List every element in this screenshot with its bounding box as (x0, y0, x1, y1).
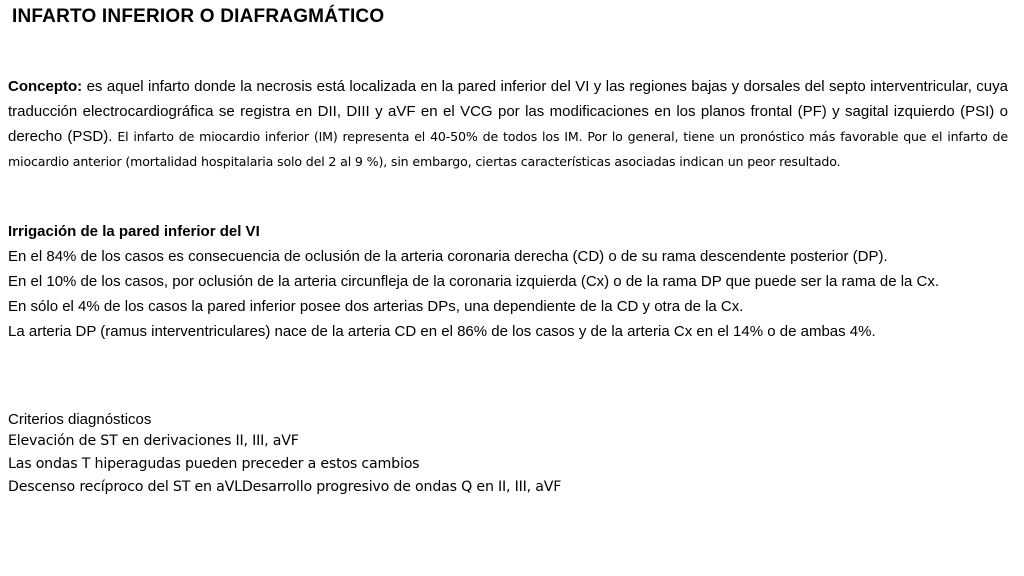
criteria-item: Las ondas T hiperagudas pueden preceder a estos cambios (8, 456, 420, 472)
concept-paragraph (8, 74, 1008, 174)
criteria-item: Elevación de ST en derivaciones II, III, aVF (8, 433, 299, 449)
concept-prognosis: El infarto de miocardio inferior (IM) representa el 40-50% de todos los IM. Por lo general, tiene un pronóstico más favorable que el infarto de miocardio anterior (mortalidad hospitalaria solo del 2 al 9 %), sin embargo, ciertas características asociadas indican un peor resultado. (8, 129, 1008, 169)
irrigation-paragraph: En sólo el 4% de los casos la pared inferior posee dos arterias DPs, una dependiente de la CD y otra de la Cx. (8, 298, 744, 315)
irrigation-paragraph: En el 10% de los casos, por oclusión de la arteria circunfleja de la coronaria izquierda (Cx) o de la rama DP que puede ser la rama de la Cx. (8, 273, 940, 290)
concept-lead: Concepto: (8, 78, 83, 95)
concept-definition: es aquel infarto donde la necrosis está localizada en la pared inferior del VI y las regiones bajas y dorsales del septo interventricular, cuya traducción electrocardiográfica se registra en DII, DIII y aVF en el VCG por las modificaciones en los planos frontal (PF) y sagital izquierdo (PSI) o derecho (PSD). (8, 78, 1008, 145)
irrigation-section (8, 219, 1008, 344)
criteria-item: Descenso recíproco del ST en aVLDesarrollo progresivo de ondas Q en II, III, aVF (8, 479, 562, 495)
irrigation-paragraph: En el 84% de los casos es consecuencia de oclusión de la arteria coronaria derecha (CD) o de su rama descendente posterior (DP). (8, 248, 888, 265)
irrigation-paragraph: La arteria DP (ramus interventriculares) nace de la arteria CD en el 86% de los casos y de la arteria Cx en el 14% o de ambas 4%. (8, 323, 876, 340)
slide-title: INFARTO INFERIOR O DIAFRAGMÁTICO (12, 6, 385, 27)
criteria-heading: Criterios diagnósticos (8, 411, 152, 428)
irrigation-heading: Irrigación de la pared inferior del VI (8, 223, 260, 240)
criteria-section (8, 410, 1008, 499)
